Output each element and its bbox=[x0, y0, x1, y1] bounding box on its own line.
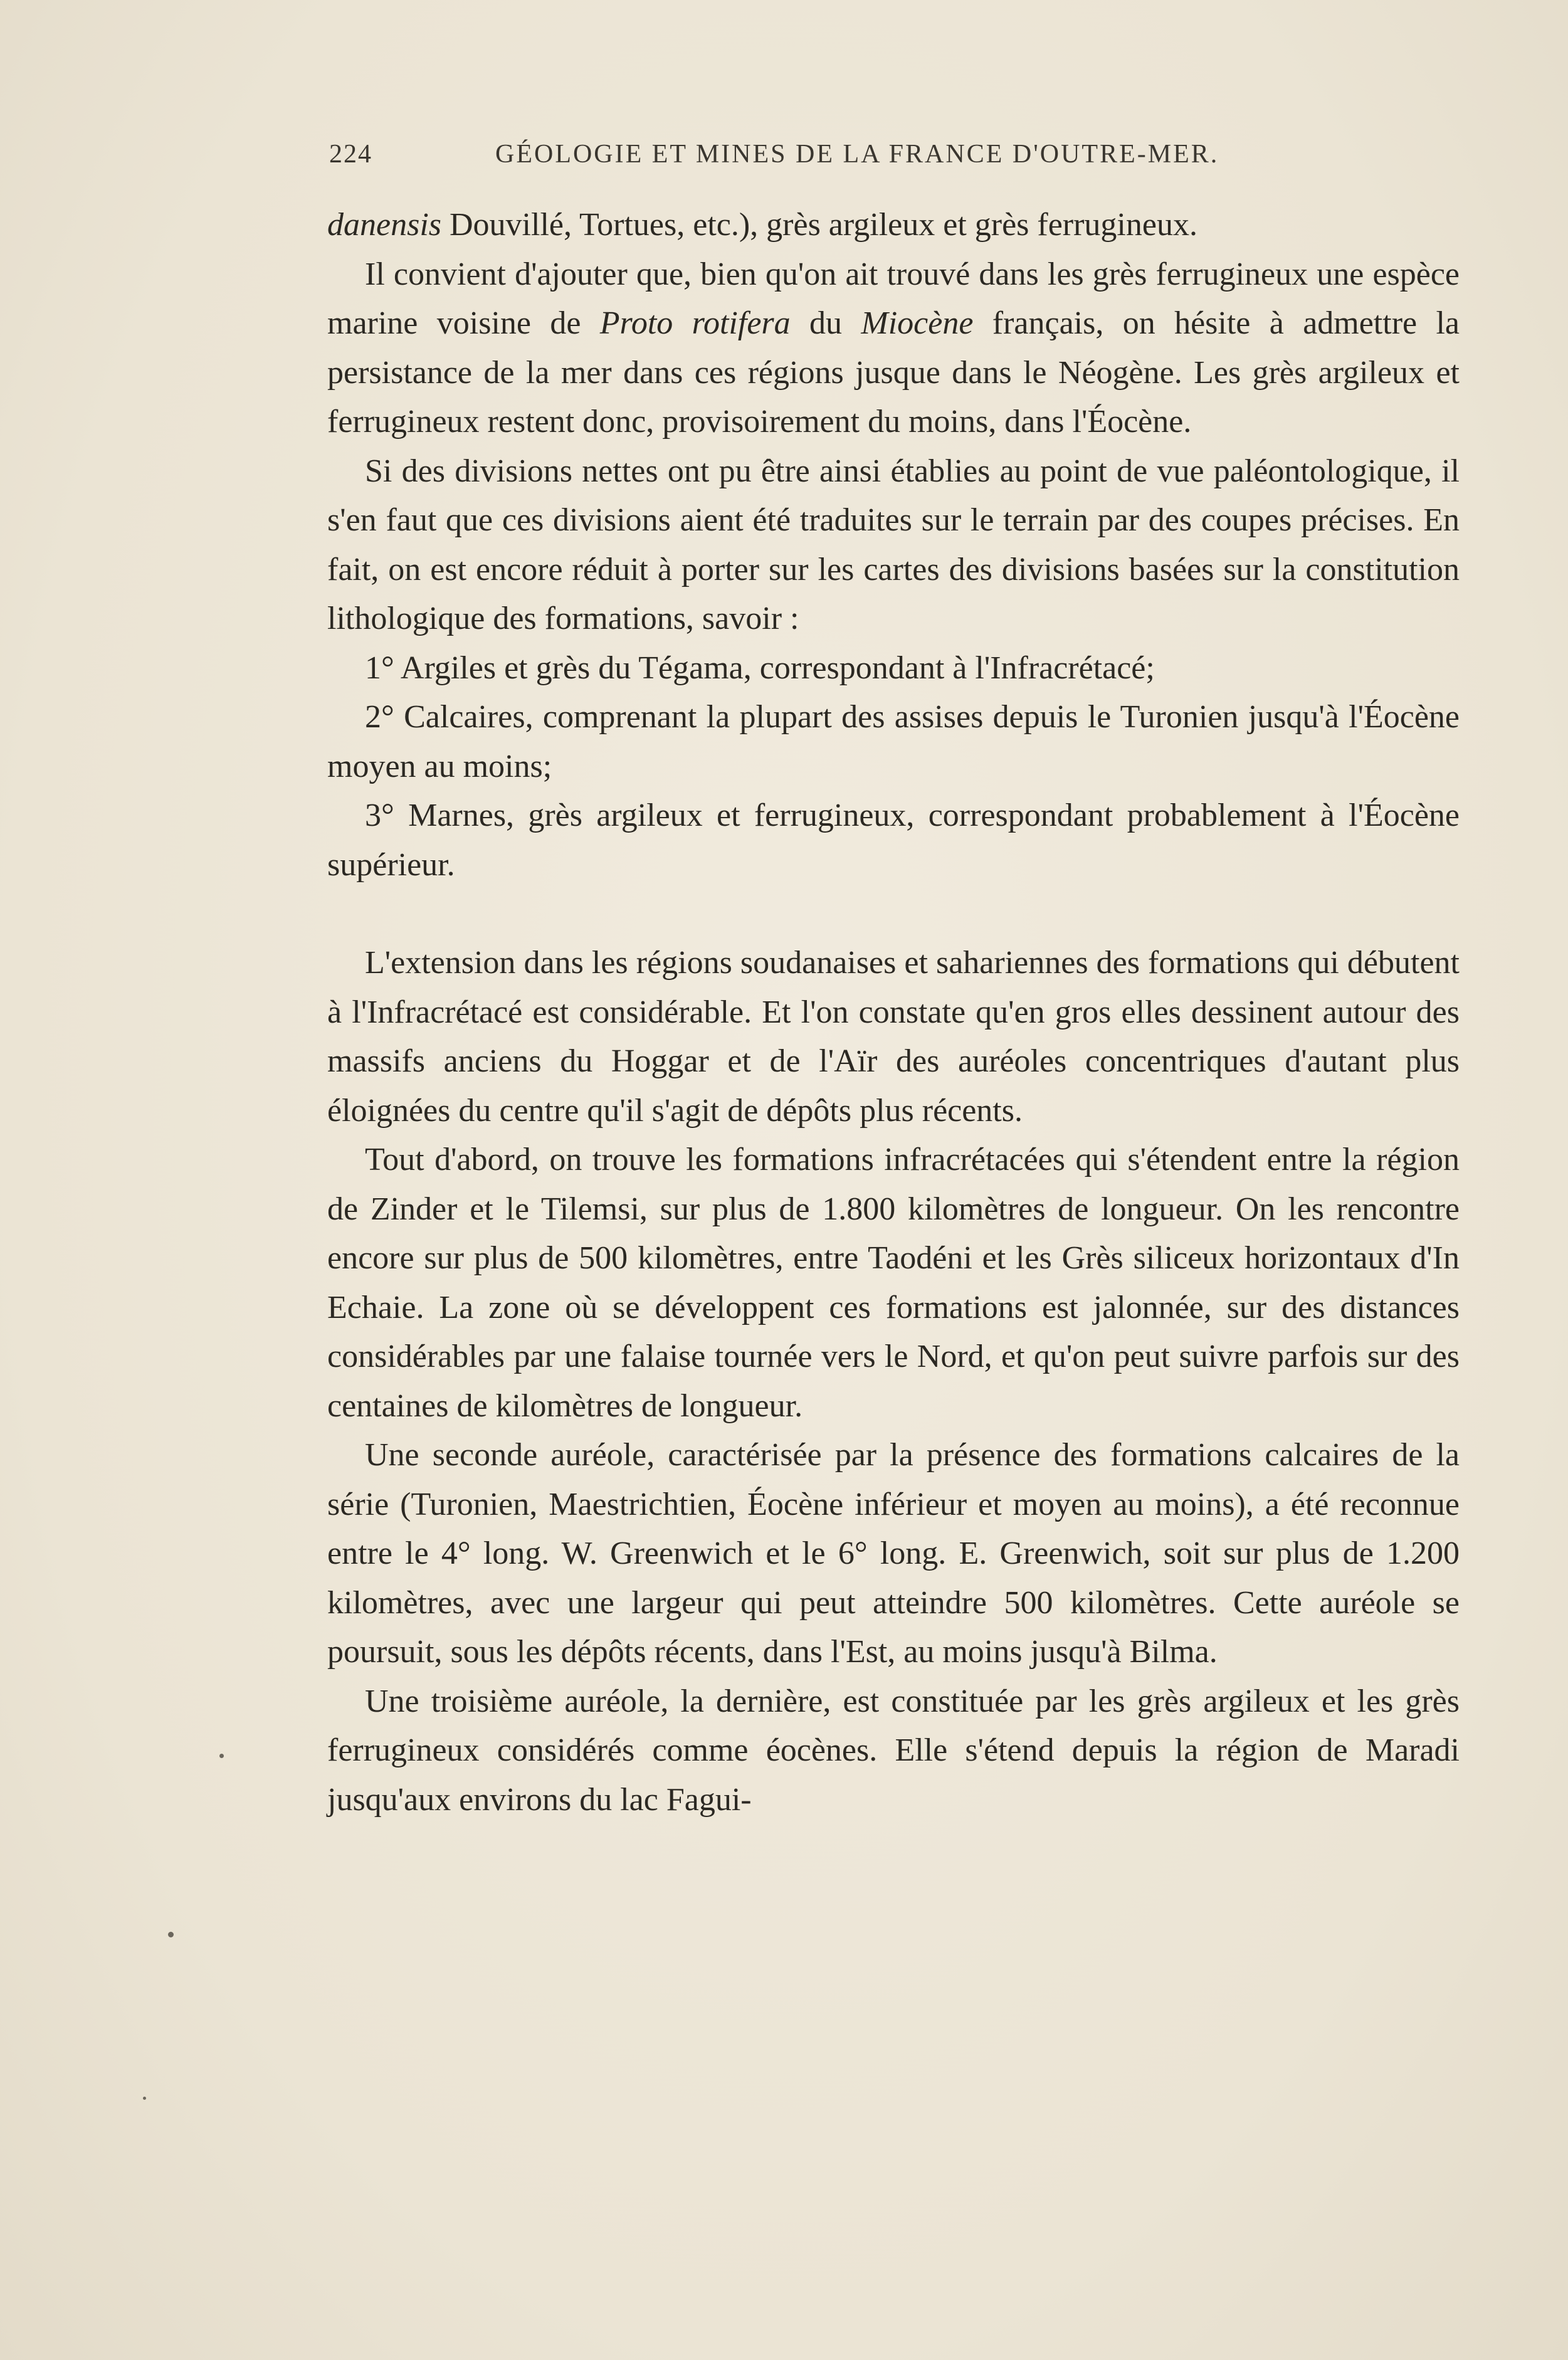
species-name: Proto rotifera bbox=[599, 305, 791, 341]
taxon-name: danensis bbox=[327, 207, 441, 243]
page-number: 224 bbox=[329, 140, 372, 169]
paragraph: Si des divisions nettes ont pu être ainsi établies au point de vue paléontologique, il s'en faut que ces divisions aient été traduites sur le terrain par des coupes précises. En fait, on est encore réduit à porter sur les cartes des divisions basées sur la constitution lithologique des formations, savoir : bbox=[327, 453, 1460, 636]
paragraph: Tout d'abord, on trouve les formations infracrétacées qui s'étendent entre la région de Zinder et le Tilemsi, sur plus de 1.800 kilomètres de longueur. On les rencontre encore sur plus de 500 kilomètres, entre Taodéni et les Grès siliceux horizontaux d'In Echaie. La zone où se développent ces formations est jalonnée, sur des distances considérables par une falaise tournée vers le Nord, et qu'on peut suivre parfois sur des centaines de kilomètres de longueur. bbox=[327, 1142, 1460, 1424]
list-item: 3° Marnes, grès argileux et ferrugineux, correspondant probablement à l'Éocène supérieur. bbox=[327, 798, 1460, 883]
page-header bbox=[329, 139, 1304, 177]
list-item: 2° Calcaires, comprenant la plupart des assises depuis le Turonien jusqu'à l'Éocène moyen au moins; bbox=[327, 699, 1460, 784]
running-title: GÉOLOGIE ET MINES DE LA FRANCE D'OUTRE-MER. bbox=[495, 140, 1219, 169]
paragraph: Il convient d'ajouter que, bien qu'on ait trouvé dans les grès ferrugineux une espèce marine voisine de Proto rotifera du Miocène français, on hésite à admettre la persistance de la mer dans ces régions jusque dans le Néogène. Les grès argileux et ferrugineux restent donc, provisoirement du moins, dans l'Éocène. bbox=[327, 256, 1460, 440]
list-item: 1° Argiles et grès du Tégama, correspondant à l'Infracrétacé; bbox=[365, 650, 1155, 686]
paragraph: Une seconde auréole, caractérisée par la présence des formations calcaires de la série (Turonien, Maestrichtien, Éocène inférieur et moyen au moins), a été reconnue entre le 4° long. W. Greenwich et le 6° long. E. Greenwich, soit sur plus de 1.200 kilomètres, avec une largeur qui peut atteindre 500 kilomètres. Cette auréole se poursuit, sous les dépôts récents, dans l'Est, au moins jusqu'à Bilma. bbox=[327, 1437, 1460, 1670]
body-text bbox=[327, 201, 1460, 1825]
paragraph: danensis Douvillé, Tortues, etc.), grès argileux et grès ferrugineux. bbox=[327, 207, 1197, 243]
paragraph: Une troisième auréole, la dernière, est constituée par les grès argileux et les grès ferrugineux considérés comme éocènes. Elle s'étend depuis la région de Maradi jusqu'aux environs du lac Fagui- bbox=[327, 1683, 1460, 1818]
epoch-name: Miocène bbox=[861, 305, 974, 341]
paragraph: L'extension dans les régions soudanaises et sahariennes des formations qui débutent à l'Infracrétacé est considérable. Et l'on constate qu'en gros elles dessinent autour des massifs anciens du Hoggar et de l'Aïr des auréoles concentriques d'autant plus éloignées du centre qu'il s'agit de dépôts plus récents. bbox=[327, 945, 1460, 1129]
